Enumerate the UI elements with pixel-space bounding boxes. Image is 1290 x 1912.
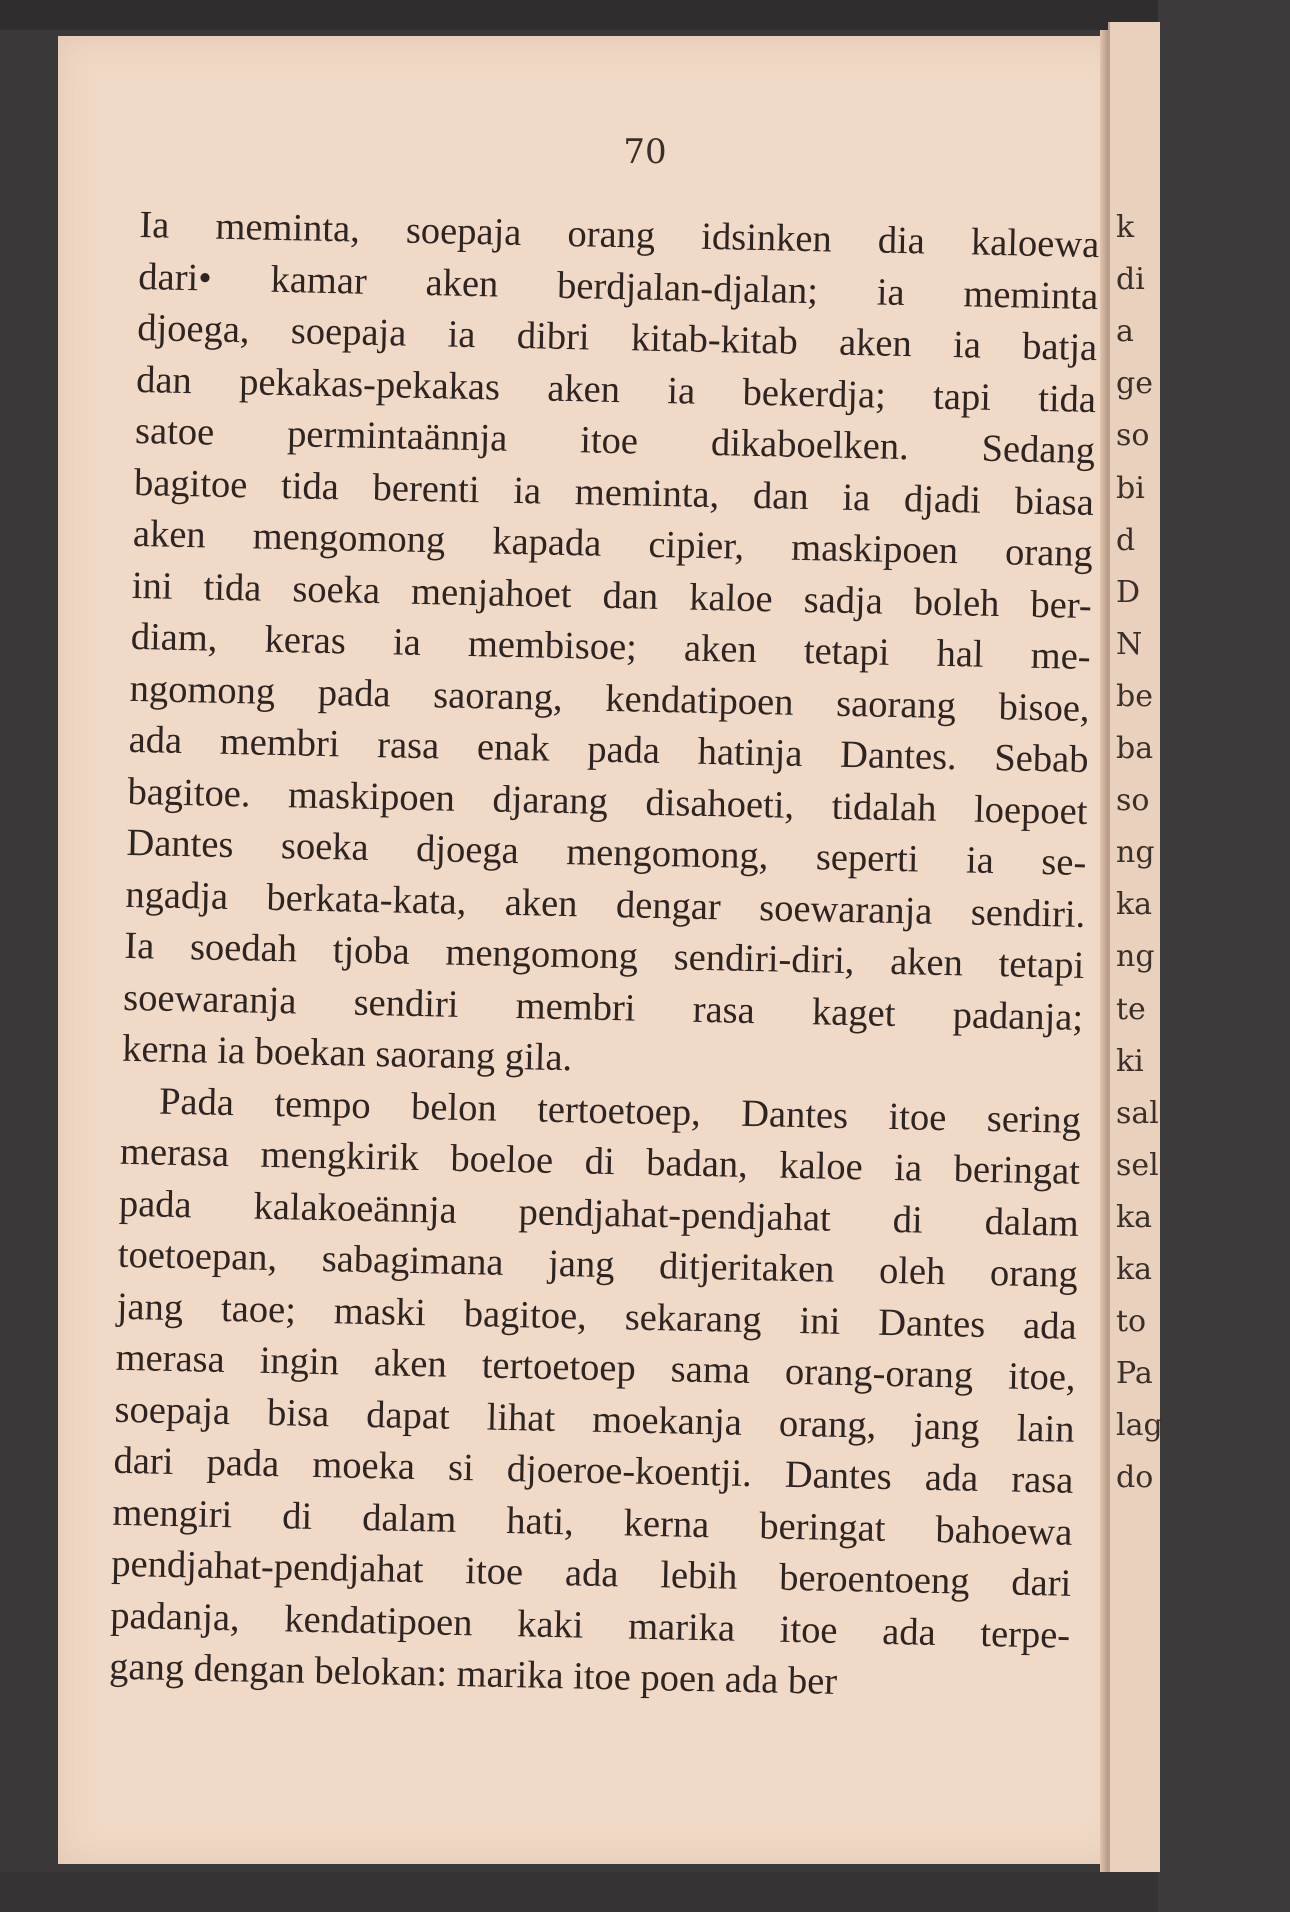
facing-page-fragment: do <box>1116 1460 1154 1496</box>
facing-page-fragment: to <box>1116 1304 1147 1340</box>
page-number: 70 <box>623 132 667 172</box>
facing-page-fragment: a <box>1116 314 1134 350</box>
scan-bottom-border <box>0 1872 1158 1912</box>
text-line: jang taoe; maski bagitoe, sekarang ini Dantes ada <box>116 1285 1078 1348</box>
facing-page-edge <box>1108 22 1163 1872</box>
facing-page-fragment: be <box>1116 678 1153 714</box>
text-line: dan pekakas-pekakas aken ia bekerdja; tapi tida <box>135 358 1097 421</box>
facing-page-fragment: ki <box>1116 1043 1144 1079</box>
text-line: Dantes soeka djoega mengomong, seperti ia se- <box>126 821 1087 884</box>
body-text <box>109 200 1110 1713</box>
text-line: toetoepan, sabagimana jang ditjeritaken oleh orang <box>117 1233 1079 1296</box>
facing-page-fragment: ka <box>1116 1199 1153 1235</box>
text-line: gang dengan belokan: marika itoe poen ada ber <box>108 1645 838 1703</box>
facing-page-fragment: lag <box>1116 1408 1163 1444</box>
facing-page-fragment: Pa <box>1116 1356 1153 1392</box>
facing-page-fragment: D <box>1116 574 1141 610</box>
paragraph <box>109 1075 1092 1713</box>
text-line: aken mengomong kapada cipier, maskipoen orang <box>132 512 1094 576</box>
facing-page-fragment: di <box>1116 262 1145 298</box>
text-line: merasa mengkirik boeloe di badan, kaloe ia beringat <box>119 1130 1081 1193</box>
text-line: soepaja bisa dapat lihat moekanja orang, jang lain <box>114 1388 1075 1451</box>
text-line: ada membri rasa enak pada hatinja Dantes. Sebab <box>128 718 1089 781</box>
text-line: ini tida soeka menjahoet dan kaloe sadja boleh ber- <box>131 564 1093 627</box>
facing-page-fragment: ng <box>1116 939 1155 975</box>
facing-page-fragment: ka <box>1116 1252 1153 1287</box>
text-line: ngadja berkata-kata, aken dengar soewaranja sendiri. <box>125 873 1086 936</box>
text-line: satoe permintaännja itoe dikaboelken. Sedang <box>134 409 1096 473</box>
facing-page-fragment: ng <box>1116 835 1155 871</box>
text-line: soewaranja sendiri membri rasa kaget padanja; <box>122 976 1084 1039</box>
facing-page-fragment: ge <box>1116 366 1153 402</box>
text-line: mengiri di dalam hati, kerna beringat bahoewa <box>112 1491 1073 1554</box>
facing-page-fragment: k <box>1116 210 1135 245</box>
text-line: dari• kamar aken berdjalan-djalan; ia meminta <box>137 255 1099 318</box>
text-line: kerna ia boekan saorang gila. <box>121 1027 573 1080</box>
facing-page-fragment: ba <box>1116 731 1154 766</box>
facing-page-fragment: N <box>1116 626 1143 662</box>
text-line: Pada tempo belon tertoetoep, Dantes itoe sering <box>158 1080 1082 1142</box>
text-line: ngomong pada saorang, kendatipoen saorang bisoe, <box>129 667 1090 730</box>
text-line: bagitoe. maskipoen djarang disahoeti, tidalah loepoet <box>127 770 1088 833</box>
text-line: diam, keras ia membisoe; aken tetapi hal me- <box>130 615 1092 679</box>
text-line: pada kalakoeännja pendjahat-pendjahat di dalam <box>118 1182 1080 1245</box>
text-line: Ia meminta, soepaja orang idsinken dia kaloewa <box>139 203 1100 267</box>
facing-page-fragment: sal <box>1116 1095 1159 1131</box>
facing-page-fragment: bi <box>1116 470 1145 506</box>
text-line: djoega, soepaja ia dibri kitab-kitab aken ia batja <box>136 306 1098 370</box>
text-line: pendjahat-pendjahat itoe ada lebih beroentoeng dari <box>110 1542 1072 1605</box>
facing-page-fragment: so <box>1116 418 1150 454</box>
facing-page-fragment: ka <box>1116 887 1153 923</box>
scan-top-border <box>0 0 1158 30</box>
facing-page-fragment: so <box>1116 783 1150 819</box>
facing-page-fragment: te <box>1116 991 1146 1027</box>
text-line: Ia soedah tjoba mengomong sendiri-diri, aken tetapi <box>123 924 1085 987</box>
paragraph <box>122 200 1110 1096</box>
text-line: bagitoe tida berenti ia meminta, dan ia djadi biasa <box>133 461 1095 524</box>
facing-page-fragment: sel <box>1116 1147 1159 1183</box>
facing-page-fragment: d <box>1116 522 1136 558</box>
text-line: padanja, kendatipoen kaki marika itoe ada terpe- <box>109 1594 1071 1657</box>
text-line: dari pada moeka si djoeroe-koentji. Dantes ada rasa <box>113 1439 1074 1502</box>
text-line: merasa ingin aken tertoetoep sama orang-orang itoe, <box>115 1336 1076 1399</box>
